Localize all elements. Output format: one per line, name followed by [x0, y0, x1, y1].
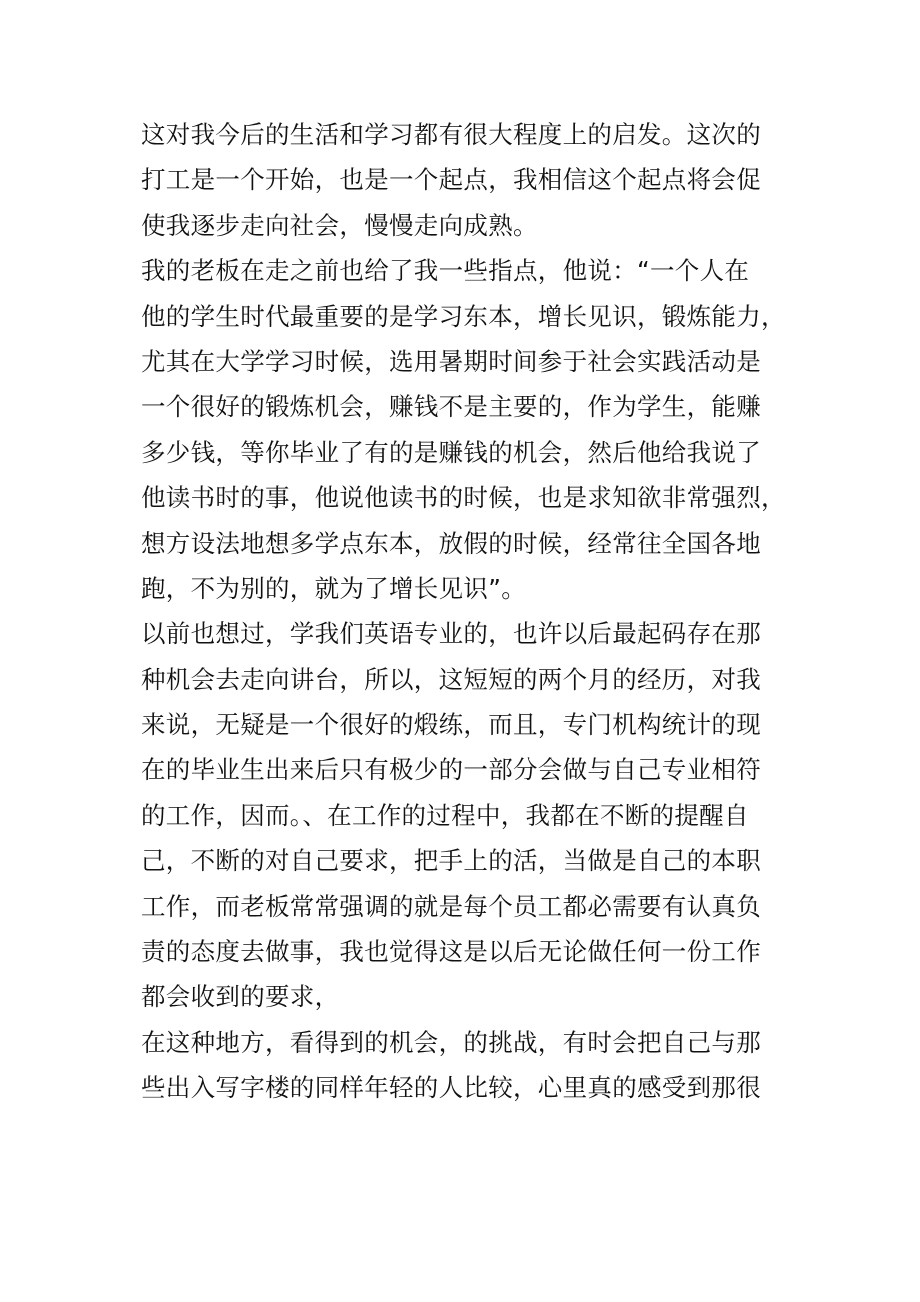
text-line: 以前也想过，学我们英语专业的，也许以后最起码存在那 [141, 619, 761, 649]
text-line: 尤其在大学学习时候，选用暑期时间参于社会实践活动是 [141, 346, 761, 376]
text-line: 这对我今后的生活和学习都有很大程度上的启发。这次的 [141, 120, 761, 149]
document-body [141, 112, 786, 1111]
text-line: 我的老板在走之前也给了我一些指点，他说：“一个人在 [141, 256, 750, 286]
text-line: 些出入写字楼的同样年轻的人比较，心里真的感受到那很 [141, 1073, 761, 1103]
text-line: 己，不断的对自己要求，把手上的活，当做是自己的本职 [141, 846, 761, 876]
text-line: 在这种地方，看得到的机会，的挑战，有时会把自己与那 [141, 1027, 761, 1057]
text-line: 跑，不为别的，就为了增长见识”。 [141, 573, 526, 603]
text-line: 想方设法地想多学点东本，放假的时候，经常往全国各地 [141, 528, 761, 558]
text-line: 他的学生时代最重要的是学习东本，增长见识，锻炼能力， [141, 301, 786, 331]
text-line: 来说，无疑是一个很好的煅练，而且，专门机构统计的现 [141, 710, 761, 740]
text-line: 多少钱，等你毕业了有的是赚钱的机会，然后他给我说了 [141, 437, 761, 467]
text-line: 的工作，因而。、在工作的过程中，我都在不断的提醒自 [141, 800, 749, 830]
text-line: 都会收到的要求， [141, 982, 340, 1012]
text-line: 种机会去走向讲台，所以，这短短的两个月的经历，对我 [141, 664, 761, 694]
text-line: 他读书时的事，他说他读书的时候，也是求知欲非常强烈， [141, 483, 786, 513]
text-line: 工作，而老板常常强调的就是每个员工都必需要有认真负 [141, 891, 761, 921]
text-line: 打工是一个开始，也是一个起点，我相信这个起点将会促 [141, 165, 761, 195]
text-line: 使我逐步走向社会，慢慢走向成熟。 [141, 210, 538, 240]
text-line: 一个很好的锻炼机会，赚钱不是主要的，作为学生，能赚 [141, 392, 761, 422]
text-line: 责的态度去做事，我也觉得这是以后无论做任何一份工作 [141, 937, 761, 967]
text-line: 在的毕业生出来后只有极少的一部分会做与自己专业相符 [141, 755, 761, 785]
